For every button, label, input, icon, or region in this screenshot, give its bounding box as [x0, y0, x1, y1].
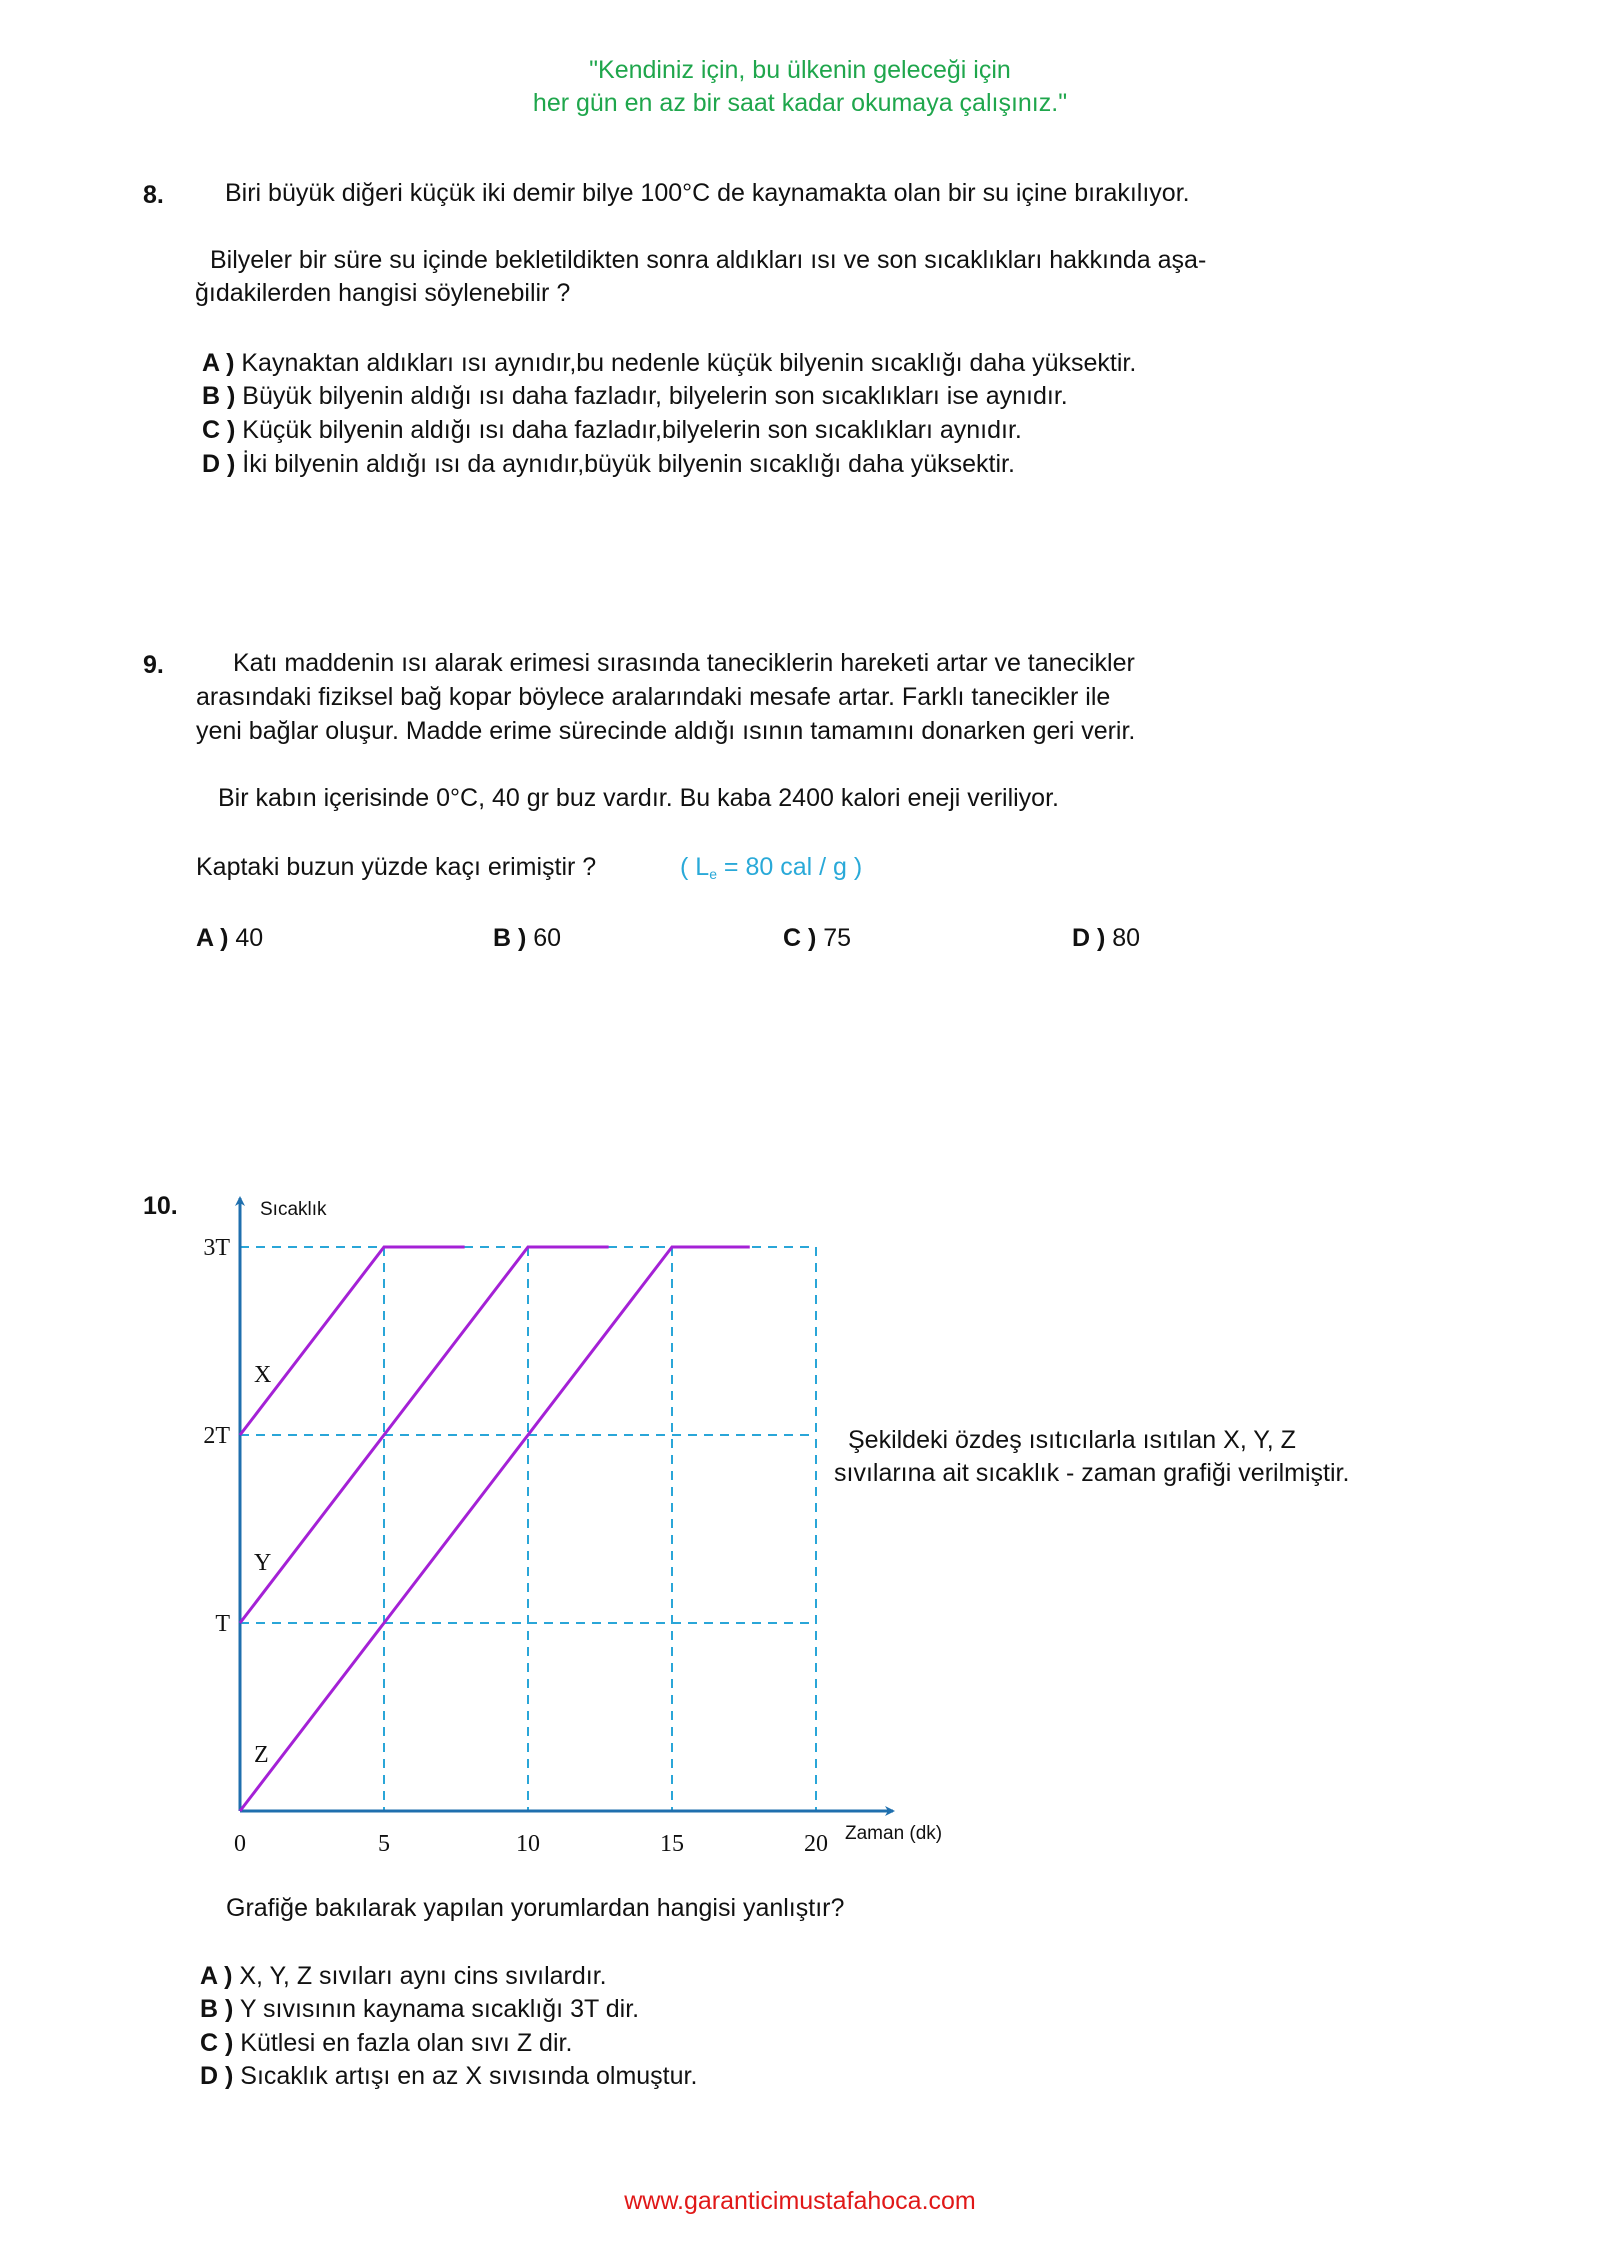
option-c[interactable]	[200, 2027, 572, 2060]
option-text: İki bilyenin aldığı ısı da aynıdır,büyük bilyenin sıcaklığı daha yüksektir.	[242, 450, 1015, 478]
question-number: 9.	[143, 651, 164, 679]
option-letter: C )	[200, 2029, 234, 2057]
chart-axes	[240, 1198, 893, 1811]
question-number: 8.	[143, 181, 164, 209]
option-text: X, Y, Z sıvıları aynı cins sıvılardır.	[239, 1962, 607, 1990]
option-letter: A )	[200, 1962, 233, 1990]
option-letter: D )	[1072, 924, 1106, 952]
option-text: 75	[823, 924, 852, 952]
y-tick-label: 2T	[203, 1423, 230, 1449]
option-text: Küçük bilyenin aldığı ısı daha fazladır,bilyelerin son sıcaklıkları aynıdır.	[242, 416, 1022, 444]
option-letter: A )	[202, 349, 235, 377]
x-tick-label: 5	[378, 1831, 390, 1857]
series-label-x: X	[254, 1362, 272, 1388]
option-text: Kaynaktan aldıkları ısı aynıdır,bu nedenle küçük bilyenin sıcaklığı daha yüksektir.	[241, 349, 1137, 377]
chart-ticks	[203, 1235, 828, 1857]
hint-subscript: e	[709, 866, 717, 882]
paragraph-line3: yeni bağlar oluşur. Madde erime sürecinde aldığı ısının tamamını donarken geri verir.	[196, 717, 1136, 745]
paragraph-line2: arasındaki fiziksel bağ kopar böylece aralarındaki mesafe artar. Farklı tanecikler ile	[196, 683, 1111, 711]
series-line-x	[240, 1247, 465, 1435]
option-letter: D )	[202, 450, 236, 478]
question-stem: Biri büyük diğeri küçük iki demir bilye 100°C de kaynamakta olan bir su içine bırakılıyor.	[225, 179, 1190, 207]
option-letter: D )	[200, 2062, 234, 2090]
option-a[interactable]	[200, 1960, 607, 1993]
question-text-line2: ğıdakilerden hangisi söylenebilir ?	[195, 279, 571, 307]
y-tick-label: T	[215, 1611, 230, 1637]
hint-suffix: = 80 cal / g )	[716, 853, 863, 881]
option-letter: C )	[202, 416, 236, 444]
option-d[interactable]	[200, 2060, 697, 2093]
y-tick-label: 3T	[203, 1235, 230, 1261]
series-label-y: Y	[254, 1550, 272, 1576]
option-text: Büyük bilyenin aldığı ısı daha fazladır, bilyelerin son sıcaklıkları ise aynıdır.	[242, 382, 1068, 410]
x-tick-label: 15	[660, 1831, 684, 1857]
chart-series	[240, 1247, 750, 1811]
option-letter: A )	[196, 924, 229, 952]
option-text: 80	[1112, 924, 1141, 952]
footer-link[interactable]: www.garanticimustafahoca.com	[624, 2187, 976, 2215]
series-label-z: Z	[254, 1742, 269, 1768]
question-number: 10.	[143, 1192, 178, 1220]
question-text: Kaptaki buzun yüzde kaçı erimiştir ?	[196, 853, 597, 881]
header-quote-line1: "Kendiniz için, bu ülkenin geleceği için	[589, 56, 1011, 84]
question-text: Grafiğe bakılarak yapılan yorumlardan hangisi yanlıştır?	[226, 1894, 845, 1922]
x-tick-label: 10	[516, 1831, 540, 1857]
option-letter: B )	[200, 1995, 234, 2023]
option-text: 60	[533, 924, 562, 952]
description-line1: Şekildeki özdeş ısıtıcılarla ısıtılan X, Y, Z	[848, 1426, 1296, 1454]
option-letter: C )	[783, 924, 817, 952]
option-text: Sıcaklık artışı en az X sıvısında olmuştur.	[240, 2062, 698, 2090]
y-axis-label: Sıcaklık	[260, 1199, 327, 1220]
option-text: 40	[235, 924, 264, 952]
x-tick-label: 20	[804, 1831, 828, 1857]
chart-grid	[240, 1247, 816, 1811]
header-quote-line2: her gün en az bir saat kadar okumaya çalışınız."	[532, 89, 1068, 117]
option-text: Y sıvısının kaynama sıcaklığı 3T dir.	[239, 1995, 640, 2023]
description-line2: sıvılarına ait sıcaklık - zaman grafiği verilmiştir.	[834, 1459, 1350, 1487]
question-text-line1: Bilyeler bir süre su içinde bekletildikten sonra aldıkları ısı ve son sıcaklıkları hakkında aşa-	[210, 246, 1207, 274]
x-tick-label: 0	[234, 1831, 246, 1857]
option-letter: B )	[202, 382, 236, 410]
given-data: Bir kabın içerisinde 0°C, 40 gr buz vardır. Bu kaba 2400 kalori eneji veriliyor.	[218, 784, 1059, 812]
hint-prefix: ( L	[680, 853, 710, 881]
paragraph-line1: Katı maddenin ısı alarak erimesi sırasında taneciklerin hareketi artar ve tanecikler	[233, 649, 1135, 677]
series-line-z	[240, 1247, 750, 1811]
option-b[interactable]	[200, 1993, 639, 2026]
option-text: Kütlesi en fazla olan sıvı Z dir.	[240, 2029, 573, 2057]
x-axis-label: Zaman (dk)	[845, 1823, 943, 1844]
option-letter: B )	[493, 924, 527, 952]
